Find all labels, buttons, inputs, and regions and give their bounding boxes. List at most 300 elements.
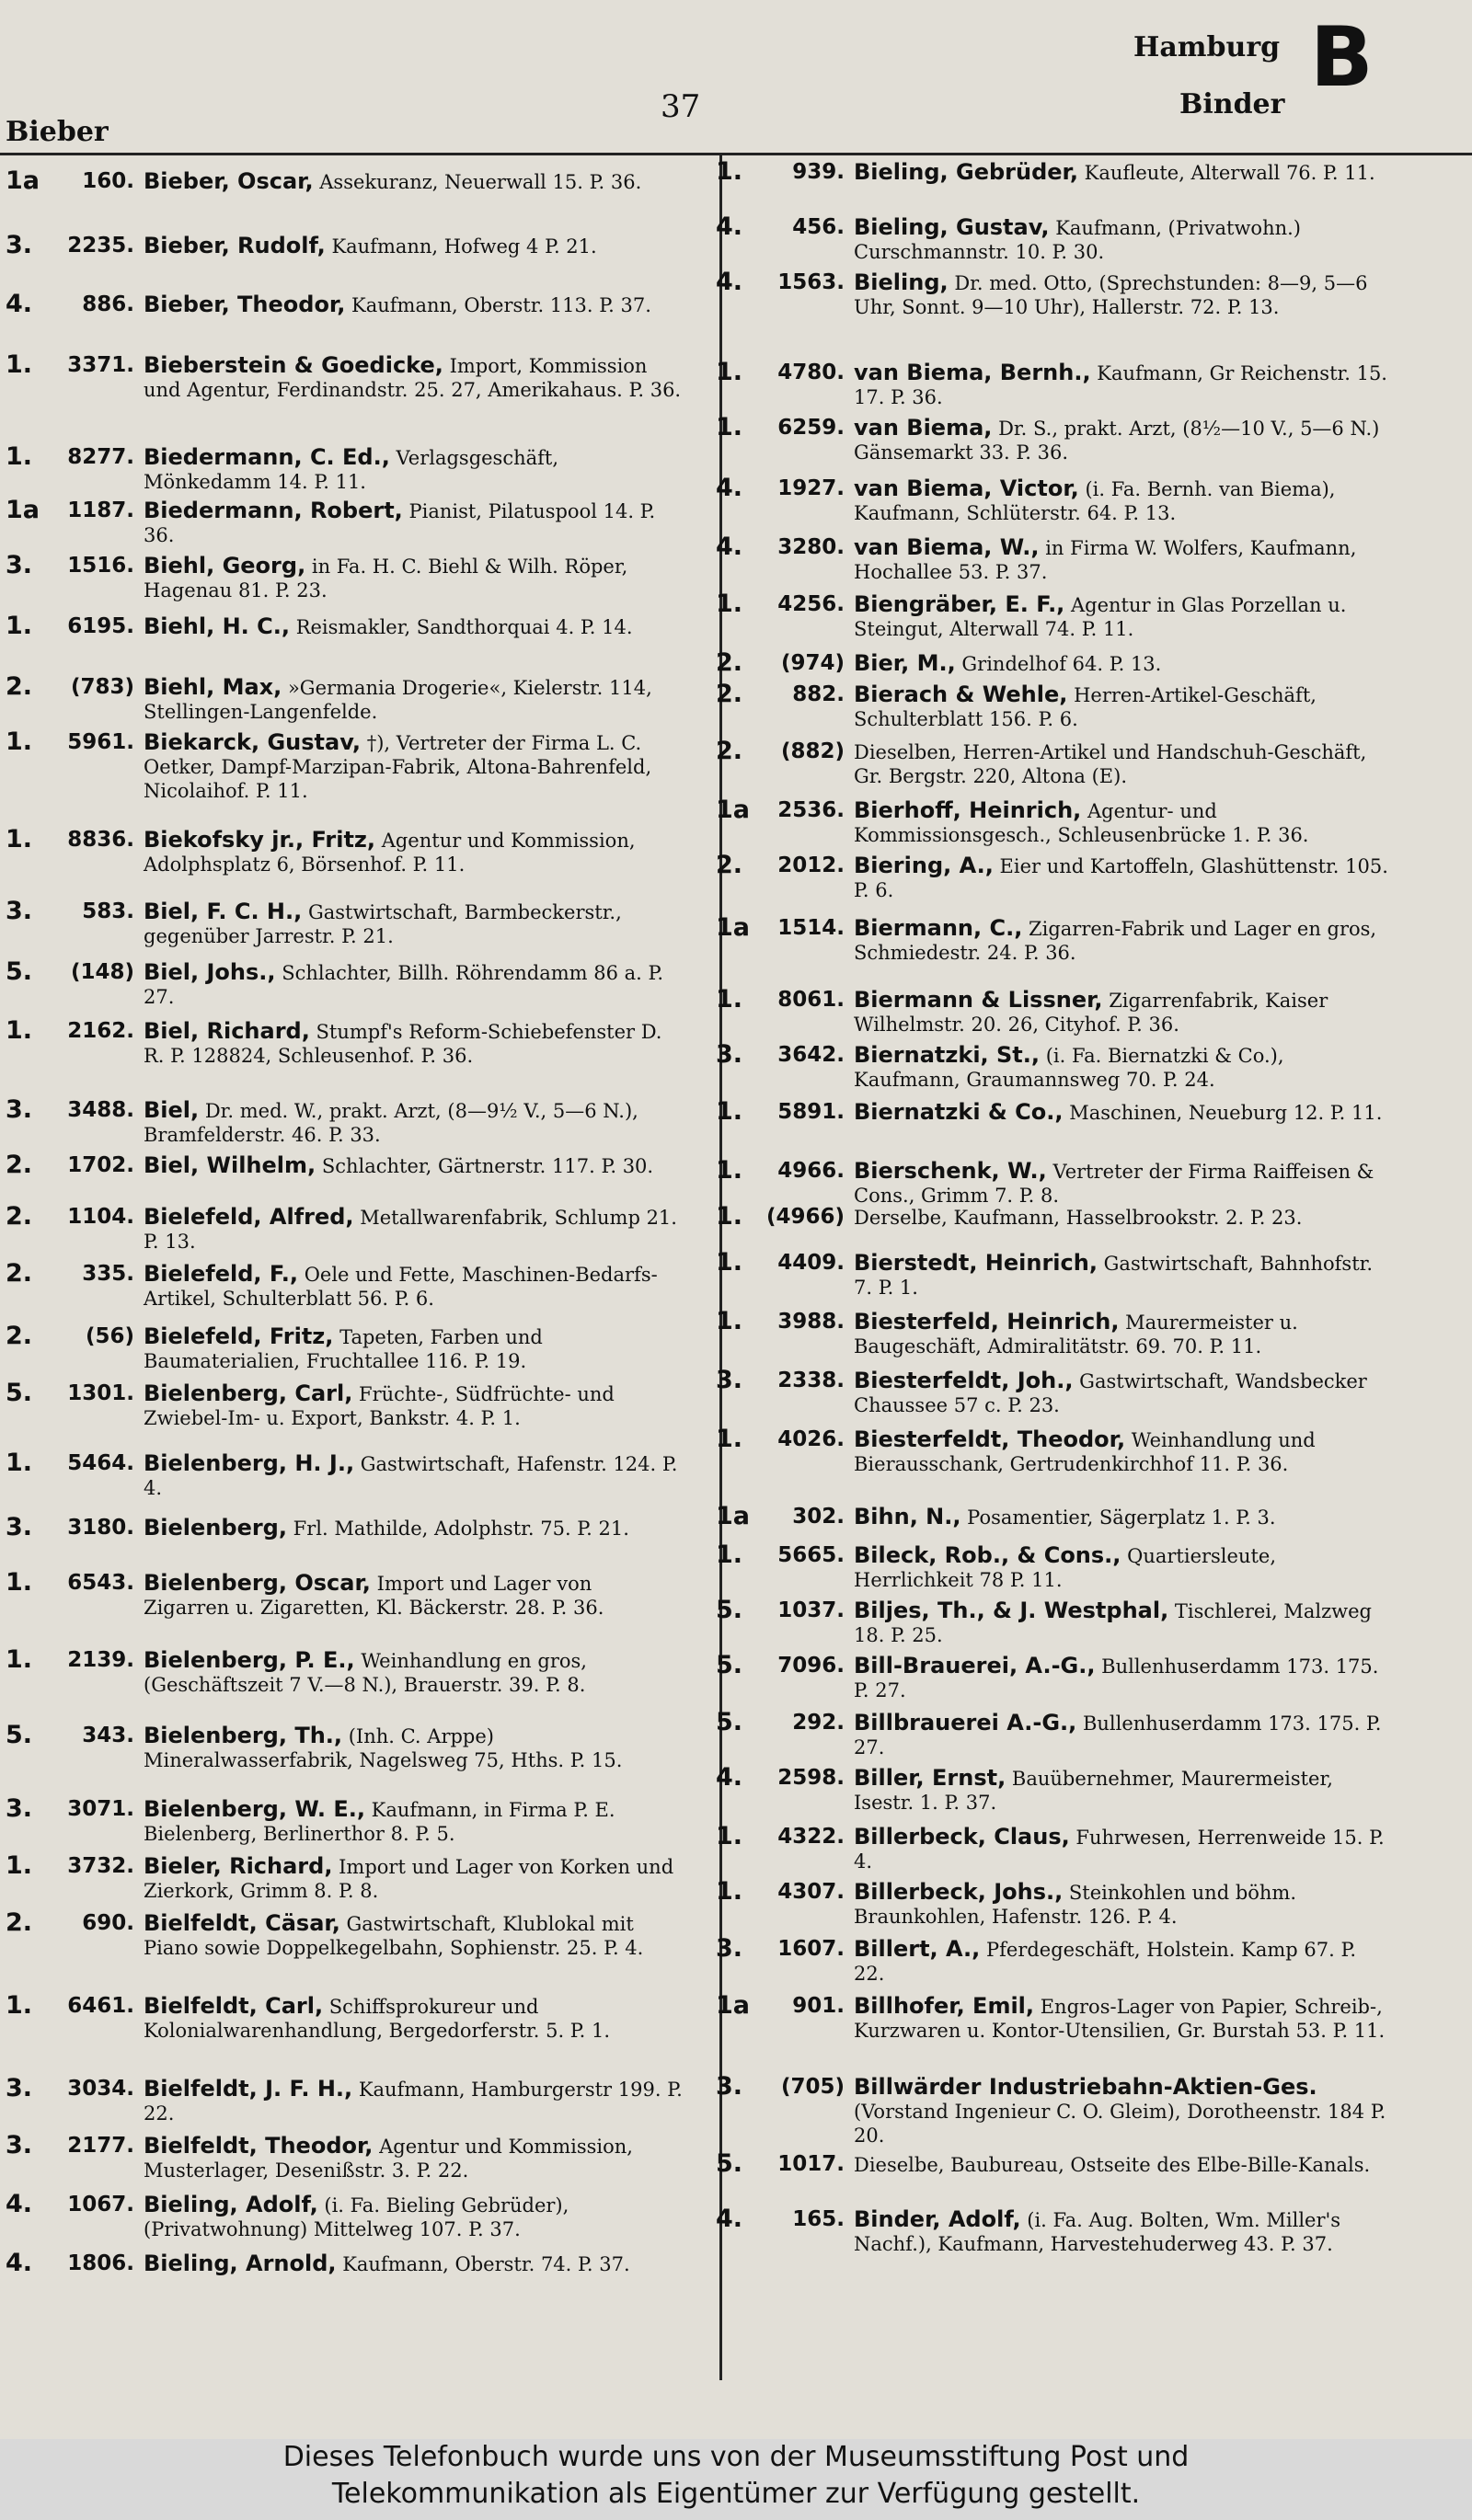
- subscriber-name: Bierschenk, W.,: [854, 1158, 1047, 1184]
- entry-text: [144, 1854, 683, 1903]
- phone-number: 2177.: [67, 2134, 134, 2158]
- subscriber-name: Bierhoff, Heinrich,: [854, 797, 1082, 823]
- entry-details: †), Vertreter der Firma L. C. Oetker, Dampf-Marzipan-Fabrik, Altona-Bahrenfeld, Nicolaihof. P. 11.: [144, 732, 652, 802]
- district-code: 1.: [716, 985, 743, 1014]
- entry-text: [854, 682, 1393, 731]
- subscriber-name: Biehl, Max,: [144, 674, 282, 700]
- phone-number: 302.: [792, 1505, 845, 1529]
- district-code: 1a: [716, 913, 751, 942]
- entry-text: [144, 1797, 683, 1846]
- entry-details: Kaufmann, Oberstr. 74. P. 37.: [342, 2253, 630, 2275]
- entry-details: Kaufmann, Oberstr. 113. P. 37.: [351, 294, 651, 316]
- district-code: 4.: [716, 212, 743, 241]
- entry-details: Reismakler, Sandthorquai 4. P. 14.: [295, 616, 633, 638]
- subscriber-name: Biehl, H. C.,: [144, 613, 290, 639]
- phone-number: 882.: [792, 682, 845, 706]
- subscriber-name: Billerbeck, Claus,: [854, 1824, 1070, 1850]
- phone-number: 335.: [82, 1262, 134, 1286]
- subscriber-name: Bieberstein & Goedicke,: [144, 352, 443, 378]
- entry-text: [854, 739, 1393, 788]
- subscriber-name: Bielenberg, P. E.,: [144, 1647, 355, 1673]
- subscriber-name: Bielenberg, H. J.,: [144, 1450, 355, 1476]
- subscriber-name: Bielefeld, Fritz,: [144, 1323, 334, 1349]
- subscriber-name: Bill-Brauerei, A.-G.,: [854, 1653, 1096, 1678]
- phone-number: 4780.: [777, 361, 845, 384]
- district-code: 3.: [6, 1513, 33, 1541]
- phone-number: 5961.: [67, 730, 134, 754]
- phone-number: 1187.: [67, 498, 134, 522]
- phone-number: 6543.: [67, 1571, 134, 1595]
- district-code: 3.: [6, 2131, 33, 2159]
- subscriber-name: Bieber, Theodor,: [144, 292, 346, 317]
- entry-text: [854, 1766, 1393, 1815]
- entry-text: [144, 1911, 683, 1960]
- district-code: 5.: [716, 1651, 743, 1679]
- district-code: 1.: [716, 1425, 743, 1453]
- district-code: 1a: [716, 1991, 751, 2020]
- phone-number: 4322.: [777, 1825, 845, 1849]
- phone-number: 4026.: [777, 1427, 845, 1451]
- phone-number: (705): [780, 2075, 845, 2099]
- subscriber-name: Biermann, C.,: [854, 915, 1023, 941]
- entry-text: [854, 1159, 1393, 1208]
- entry-text: [144, 1648, 683, 1697]
- district-code: 5.: [716, 1708, 743, 1736]
- entry-details: Dieselben, Herren-Artikel und Handschuh-Geschäft, Gr. Bergstr. 220, Altona (E).: [854, 741, 1367, 787]
- entry-details: Frl. Mathilde, Adolphstr. 75. P. 21.: [293, 1518, 629, 1540]
- district-code: 1.: [716, 1156, 743, 1185]
- subscriber-name: Biekofsky jr., Fritz,: [144, 827, 375, 853]
- district-code: 2.: [6, 1908, 33, 1937]
- phone-number: 5464.: [67, 1451, 134, 1475]
- entry-details: Kaufmann, Hofweg 4 P. 21.: [331, 235, 597, 258]
- subscriber-name: Bieling, Arnold,: [144, 2251, 337, 2276]
- entry-details: Bullenhuserdamm 173. 175. P. 27.: [854, 1712, 1382, 1758]
- district-code: 3.: [6, 2074, 33, 2102]
- phone-number: 3034.: [67, 2077, 134, 2101]
- entry-details: Agentur und Kommission, Musterlager, Desenißstr. 3. P. 22.: [144, 2136, 633, 2182]
- entry-details: Import, Kommission und Agentur, Ferdinandstr. 25. 27, Amerikahaus. P. 36.: [144, 355, 682, 401]
- entry-details: (Inh. C. Arppe) Mineralwasserfabrik, Nagelsweg 75, Hths. P. 15.: [144, 1725, 623, 1771]
- district-code: 2.: [6, 1202, 33, 1231]
- district-code: 1.: [716, 1202, 743, 1231]
- entry-details: (i. Fa. Aug. Bolten, Wm. Miller's Nachf.), Kaufmann, Harvestehuderweg 43. P. 37.: [854, 2209, 1341, 2255]
- subscriber-name: Bieling,: [854, 269, 949, 295]
- entry-text: [854, 270, 1393, 319]
- subscriber-name: Biesterfeld, Heinrich,: [854, 1309, 1120, 1334]
- entry-text: [854, 1825, 1393, 1873]
- entry-text: [854, 1994, 1393, 2043]
- phone-number: 4966.: [777, 1159, 845, 1183]
- phone-number: 4409.: [777, 1251, 845, 1275]
- district-code: 1.: [6, 1991, 33, 2020]
- phone-number: 8277.: [67, 445, 134, 469]
- district-code: 3.: [6, 1095, 33, 1124]
- entry-text: [144, 1324, 683, 1373]
- district-code: 2.: [6, 672, 33, 701]
- subscriber-name: Biermann & Lissner,: [854, 987, 1103, 1013]
- entry-details: »Germania Drogerie«, Kielerstr. 114, Stellingen-Langenfelde.: [144, 677, 652, 723]
- phone-number: 160.: [82, 169, 134, 193]
- entry-details: Weinhandlung und Bierausschank, Gertrudenkirchhof 11. P. 36.: [854, 1429, 1316, 1475]
- district-code: 1a: [716, 1502, 751, 1530]
- entry-details: (i. Fa. Bieling Gebrüder), (Privatwohnung) Mittelweg 107. P. 37.: [144, 2194, 569, 2240]
- phone-number: 7096.: [777, 1654, 845, 1678]
- subscriber-name: Biernatzki & Co.,: [854, 1099, 1064, 1125]
- district-code: 3.: [6, 231, 33, 259]
- entry-text: [854, 1369, 1393, 1417]
- entry-text: [854, 853, 1393, 902]
- district-code: 1.: [6, 612, 33, 640]
- entry-details: Herren-Artikel-Geschäft, Schulterblatt 156. P. 6.: [854, 684, 1317, 730]
- subscriber-name: van Biema, W.,: [854, 534, 1040, 560]
- district-code: 4.: [6, 2190, 33, 2218]
- entry-details: Grindelhof 64. P. 13.: [961, 653, 1162, 675]
- district-code: 2.: [716, 851, 743, 879]
- entry-details: Dr. S., prakt. Arzt, (8½—10 V., 5—6 N.) Gänsemarkt 33. P. 36.: [854, 418, 1380, 464]
- entry-text: [854, 1937, 1393, 1986]
- entry-text: [854, 215, 1393, 264]
- phone-number: 3280.: [777, 535, 845, 559]
- entry-details: Tapeten, Farben und Baumaterialien, Fruchtallee 116. P. 19.: [144, 1326, 543, 1372]
- entry-text: [854, 416, 1393, 464]
- entry-text: [144, 1098, 683, 1147]
- phone-number: 2235.: [67, 234, 134, 258]
- entry-details: Gastwirtschaft, Barmbeckerstr., gegenüber Jarrestr. P. 21.: [144, 901, 622, 947]
- subscriber-name: Bieber, Oscar,: [144, 168, 314, 194]
- header-rule: [0, 153, 1472, 155]
- entry-text: [144, 2134, 683, 2182]
- entry-details: Zigarrenfabrik, Kaiser Wilhelmstr. 20. 26, Cityhof. P. 36.: [854, 990, 1328, 1036]
- district-code: 3.: [6, 1794, 33, 1823]
- district-code: 2.: [716, 680, 743, 708]
- phone-number: 1702.: [67, 1153, 134, 1177]
- phone-number: 6195.: [67, 614, 134, 638]
- phone-number: 3642.: [777, 1043, 845, 1067]
- entry-text: [144, 353, 683, 402]
- entry-text: [144, 1381, 683, 1430]
- subscriber-name: Biesterfeldt, Joh.,: [854, 1368, 1074, 1393]
- entry-text: [144, 554, 683, 602]
- subscriber-name: Bielfeldt, Theodor,: [144, 2133, 374, 2159]
- entry-text: [854, 1543, 1393, 1592]
- subscriber-name: Bierstedt, Heinrich,: [854, 1250, 1098, 1276]
- phone-number: (148): [70, 960, 134, 984]
- entry-details: Agentur- und Kommissionsgesch., Schleusenbrücke 1. P. 36.: [854, 800, 1309, 846]
- subscriber-name: Bieling, Gustav,: [854, 214, 1050, 240]
- entry-details: Oele und Fette, Maschinen-Bedarfs-Artikel, Schulterblatt 56. P. 6.: [144, 1264, 658, 1310]
- entry-text: [854, 535, 1393, 584]
- phone-number: 3488.: [67, 1098, 134, 1122]
- district-code: 5.: [6, 1721, 33, 1749]
- entry-details: Kaufmann, in Firma P. E. Bielenberg, Berlinerthor 8. P. 5.: [144, 1799, 615, 1845]
- page-header: [0, 0, 1472, 147]
- district-code: 4.: [716, 533, 743, 561]
- phone-number: 8061.: [777, 988, 845, 1012]
- district-code: 2.: [6, 1322, 33, 1350]
- entry-text: [854, 361, 1393, 409]
- entry-details: Bullenhuserdamm 173. 175. P. 27.: [854, 1655, 1379, 1701]
- district-code: 1.: [716, 1877, 743, 1906]
- entry-text: [854, 1654, 1393, 1702]
- entry-details: Gastwirtschaft, Wandsbecker Chaussee 57 c. P. 23.: [854, 1370, 1367, 1416]
- phone-number: 2338.: [777, 1369, 845, 1392]
- district-code: 3.: [716, 1934, 743, 1963]
- district-code: 5.: [6, 957, 33, 986]
- district-code: 1.: [6, 350, 33, 379]
- phone-number: 5665.: [777, 1543, 845, 1567]
- district-code: 2.: [6, 1259, 33, 1288]
- entry-details: Pianist, Pilatuspool 14. P. 36.: [144, 500, 656, 546]
- subscriber-name: Bileck, Rob., & Cons.,: [854, 1542, 1121, 1568]
- entry-text: [144, 899, 683, 948]
- entry-details: Weinhandlung en gros, (Geschäftszeit 7 V.—8 N.), Brauerstr. 39. P. 8.: [144, 1650, 587, 1696]
- entry-text: [854, 1310, 1393, 1358]
- phone-number: 4256.: [777, 592, 845, 616]
- entry-details: Engros-Lager von Papier, Schreib-, Kurzwaren u. Kontor-Utensilien, Gr. Burstah 53. P. 11.: [854, 1996, 1386, 2042]
- entry-text: [854, 1205, 1393, 1230]
- entry-details: Import und Lager von Zigarren u. Zigaretten, Kl. Bäckerstr. 28. P. 36.: [144, 1573, 604, 1619]
- entry-details: Gastwirtschaft, Hafenstr. 124. P. 4.: [144, 1453, 678, 1499]
- phone-number: 3988.: [777, 1310, 845, 1334]
- subscriber-name: Biekarck, Gustav,: [144, 729, 361, 755]
- entry-text: [144, 292, 683, 317]
- entry-details: Schlachter, Billh. Röhrendamm 86 a. P. 27.: [144, 962, 664, 1008]
- phone-number: 4307.: [777, 1880, 845, 1904]
- phone-number: 292.: [792, 1711, 845, 1735]
- district-code: 3.: [6, 897, 33, 925]
- entry-details: Zigarren-Fabrik und Lager en gros, Schmiedestr. 24. P. 36.: [854, 918, 1377, 964]
- subscriber-name: Billwärder Industriebahn-Aktien-Ges.: [854, 2074, 1317, 2100]
- district-code: 1.: [716, 157, 743, 186]
- subscriber-name: Bihn, N.,: [854, 1504, 961, 1529]
- district-code: 1.: [6, 825, 33, 853]
- subscriber-name: Biel, Wilhelm,: [144, 1152, 316, 1178]
- entry-details: Gastwirtschaft, Klublokal mit Piano sowie Doppelkegelbahn, Sophienstr. 25. P. 4.: [144, 1913, 644, 1959]
- entry-text: [854, 1100, 1393, 1125]
- phone-number: 3180.: [67, 1516, 134, 1540]
- phone-number: 901.: [792, 1994, 845, 2018]
- subscriber-name: Bieling, Gebrüder,: [854, 159, 1078, 185]
- entry-details: Assekuranz, Neuerwall 15. P. 36.: [319, 171, 642, 193]
- entry-text: [144, 1153, 683, 1178]
- subscriber-name: Biehl, Georg,: [144, 553, 306, 578]
- district-code: 4.: [716, 474, 743, 502]
- district-code: 1.: [716, 413, 743, 441]
- entry-details: Kaufmann, Hamburgerstr 199. P. 22.: [144, 2079, 683, 2125]
- district-code: 5.: [716, 1596, 743, 1624]
- footer-line-2: Telekommunikation als Eigentümer zur Verfügung gestellt.: [331, 2478, 1141, 2510]
- subscriber-name: Bielefeld, Alfred,: [144, 1204, 354, 1230]
- subscriber-name: Bielfeldt, J. F. H.,: [144, 2076, 353, 2102]
- header-letter: B: [1310, 9, 1374, 106]
- entry-text: [144, 730, 683, 803]
- entry-text: [144, 614, 683, 639]
- phone-number: 456.: [792, 215, 845, 239]
- footer-notice: [0, 2439, 1472, 2520]
- entry-details: (Vorstand Ingenieur C. O. Gleim), Dorotheenstr. 184 P. 20.: [854, 2101, 1386, 2147]
- district-code: 1.: [6, 1568, 33, 1597]
- entry-details: Schiffsprokureur und Kolonialwarenhandlung, Bergedorferstr. 5. P. 1.: [144, 1996, 611, 2042]
- entry-details: Pferdegeschäft, Holstein. Kamp 67. P. 22.: [854, 1939, 1357, 1985]
- entry-details: Bauübernehmer, Maurermeister, Isestr. 1. P. 37.: [854, 1768, 1333, 1814]
- phone-number: 1067.: [67, 2193, 134, 2216]
- phone-number: 6259.: [777, 416, 845, 440]
- subscriber-name: Billbrauerei A.-G.,: [854, 1710, 1077, 1735]
- district-code: 2.: [6, 1151, 33, 1179]
- district-code: 2.: [716, 737, 743, 765]
- entry-text: [854, 476, 1393, 525]
- district-code: 1.: [716, 1097, 743, 1126]
- district-code: 1.: [6, 442, 33, 471]
- entry-details: Metallwarenfabrik, Schlump 21. P. 13.: [144, 1207, 677, 1253]
- entry-text: [144, 234, 683, 258]
- entry-text: [144, 1262, 683, 1311]
- subscriber-name: Bielenberg, Th.,: [144, 1723, 343, 1748]
- subscriber-name: Bielenberg, Oscar,: [144, 1570, 371, 1596]
- entry-details: Tischlerei, Malzweg 18. P. 25.: [854, 1600, 1373, 1646]
- subscriber-name: Bieler, Richard,: [144, 1853, 333, 1879]
- subscriber-name: Biel, F. C. H.,: [144, 899, 303, 924]
- phone-number: (974): [780, 651, 845, 675]
- entry-details: Eier und Kartoffeln, Glashüttenstr. 105. P. 6.: [854, 855, 1388, 901]
- entry-details: Fuhrwesen, Herrenweide 15. P. 4.: [854, 1827, 1385, 1873]
- subscriber-name: Biedermann, Robert,: [144, 498, 403, 523]
- entry-details: Steinkohlen und böhm. Braunkohlen, Hafenstr. 126. P. 4.: [854, 1882, 1297, 1928]
- entry-details: Dr. med. W., prakt. Arzt, (8—9½ V., 5—6 N.), Bramfelderstr. 46. P. 33.: [144, 1100, 638, 1146]
- entry-details: Posamentier, Sägerplatz 1. P. 3.: [967, 1506, 1276, 1529]
- phone-number: 1037.: [777, 1598, 845, 1622]
- phone-number: 1563.: [777, 270, 845, 294]
- subscriber-name: Biering, A.,: [854, 853, 994, 878]
- entry-text: [854, 988, 1393, 1037]
- entry-details: Früchte-, Südfrüchte- und Zwiebel-Im- u. Export, Bankstr. 4. P. 1.: [144, 1383, 615, 1429]
- entry-details: Kaufleute, Alterwall 76. P. 11.: [1084, 162, 1375, 184]
- entry-details: Agentur in Glas Porzellan u. Steingut, Alterwall 74. P. 11.: [854, 594, 1347, 640]
- district-code: 4.: [716, 268, 743, 296]
- phone-number: 6461.: [67, 1994, 134, 2018]
- phone-number: 1927.: [777, 476, 845, 500]
- entry-details: (i. Fa. Biernatzki & Co.), Kaufmann, Graumannsweg 70. P. 24.: [854, 1045, 1284, 1091]
- subscriber-name: Bielenberg,: [144, 1515, 287, 1541]
- phone-number: 2536.: [777, 798, 845, 822]
- subscriber-name: Binder, Adolf,: [854, 2206, 1021, 2232]
- entry-text: [854, 2152, 1393, 2177]
- phone-number: 1017.: [777, 2152, 845, 2176]
- subscriber-name: Biller, Ernst,: [854, 1765, 1006, 1791]
- entry-details: Verlagsgeschäft, Mönkedamm 14. P. 11.: [144, 447, 559, 493]
- phone-number: (4966): [765, 1205, 845, 1229]
- entry-details: Dr. med. Otto, (Sprechstunden: 8—9, 5—6 Uhr, Sonnt. 9—10 Uhr), Hallerstr. 72. P. 13.: [854, 272, 1368, 318]
- phone-number: 1806.: [67, 2251, 134, 2275]
- entry-text: [144, 169, 683, 194]
- entry-text: [854, 160, 1393, 185]
- entry-details: in Fa. H. C. Biehl & Wilh. Röper, Hagenau 81. P. 23.: [144, 556, 628, 601]
- phone-number: 1516.: [67, 554, 134, 578]
- entry-text: [854, 916, 1393, 965]
- entry-text: [144, 498, 683, 547]
- entry-text: [144, 2193, 683, 2241]
- entry-details: Schlachter, Gärtnerstr. 117. P. 30.: [321, 1155, 654, 1177]
- phone-number: 939.: [792, 160, 845, 184]
- entry-text: [144, 1019, 683, 1068]
- entry-text: [144, 1205, 683, 1254]
- entry-details: Gastwirtschaft, Bahnhofstr. 7. P. 1.: [854, 1253, 1374, 1299]
- district-code: 1a: [716, 796, 751, 824]
- district-code: 5.: [716, 2149, 743, 2178]
- district-code: 1a: [6, 496, 40, 524]
- subscriber-name: Biedermann, C. Ed.,: [144, 444, 390, 470]
- entry-text: [144, 1516, 683, 1541]
- subscriber-name: Bier, M.,: [854, 650, 956, 676]
- phone-number: (56): [85, 1324, 134, 1348]
- phone-number: 8836.: [67, 828, 134, 852]
- entry-text: [854, 2207, 1393, 2256]
- phone-number: 1607.: [777, 1937, 845, 1961]
- entry-details: Stumpf's Reform-Schiebefenster D. R. P. 128824, Schleusenhof. P. 36.: [144, 1021, 662, 1067]
- phone-number: 343.: [82, 1724, 134, 1747]
- entry-text: [144, 828, 683, 876]
- subscriber-name: Biljes, Th., & J. Westphal,: [854, 1598, 1169, 1623]
- phone-number: 3732.: [67, 1854, 134, 1878]
- phone-number: 583.: [82, 899, 134, 923]
- entry-text: [854, 1251, 1393, 1300]
- entry-text: [144, 2077, 683, 2125]
- entry-details: in Firma W. Wolfers, Kaufmann, Hochallee 53. P. 37.: [854, 537, 1357, 583]
- phone-number: 3371.: [67, 353, 134, 377]
- district-code: 4.: [716, 1763, 743, 1792]
- phone-number: 1301.: [67, 1381, 134, 1405]
- subscriber-name: Biengräber, E. F.,: [854, 591, 1065, 617]
- phone-number: 2598.: [777, 1766, 845, 1790]
- entry-details: Import und Lager von Korken und Zierkork, Grimm 8. P. 8.: [144, 1856, 674, 1902]
- entry-text: [854, 1043, 1393, 1092]
- entry-details: Derselbe, Kaufmann, Hasselbrookstr. 2. P. 23.: [854, 1207, 1303, 1229]
- entry-text: [144, 445, 683, 494]
- phone-number: 1514.: [777, 916, 845, 940]
- entry-text: [144, 1451, 683, 1500]
- entry-details: Vertreter der Firma Raiffeisen & Cons., Grimm 7. P. 8.: [854, 1161, 1374, 1207]
- entry-text: [854, 1711, 1393, 1759]
- phone-number: 165.: [792, 2207, 845, 2231]
- district-code: 1.: [716, 1307, 743, 1335]
- phone-number: 2012.: [777, 853, 845, 877]
- header-right-word: Binder: [1179, 88, 1285, 120]
- footer-line-1: Dieses Telefonbuch wurde uns von der Museumsstiftung Post und: [282, 2441, 1190, 2473]
- subscriber-name: Biesterfeldt, Theodor,: [854, 1426, 1126, 1452]
- district-code: 4.: [716, 2205, 743, 2233]
- subscriber-name: Billert, A.,: [854, 1936, 981, 1962]
- entry-text: [144, 2251, 683, 2276]
- subscriber-name: Bielenberg, W. E.,: [144, 1796, 365, 1822]
- entry-details: Dieselbe, Baubureau, Ostseite des Elbe-Bille-Kanals.: [854, 2154, 1371, 2176]
- subscriber-name: Billhofer, Emil,: [854, 1993, 1035, 2019]
- district-code: 1.: [716, 1248, 743, 1277]
- subscriber-name: Biel,: [144, 1097, 200, 1123]
- district-code: 1.: [716, 590, 743, 618]
- subscriber-name: Bielfeldt, Carl,: [144, 1993, 324, 2019]
- subscriber-name: Biel, Johs.,: [144, 959, 276, 985]
- phone-number: 3071.: [67, 1797, 134, 1821]
- entry-text: [854, 651, 1393, 676]
- district-code: 1.: [6, 727, 33, 756]
- entry-text: [144, 1571, 683, 1620]
- district-code: 3.: [716, 1040, 743, 1069]
- entry-details: Quartiersleute, Herrlichkeit 78 P. 11.: [854, 1545, 1277, 1591]
- entry-text: [144, 960, 683, 1009]
- district-code: 1.: [716, 1541, 743, 1569]
- phone-number: 2162.: [67, 1019, 134, 1043]
